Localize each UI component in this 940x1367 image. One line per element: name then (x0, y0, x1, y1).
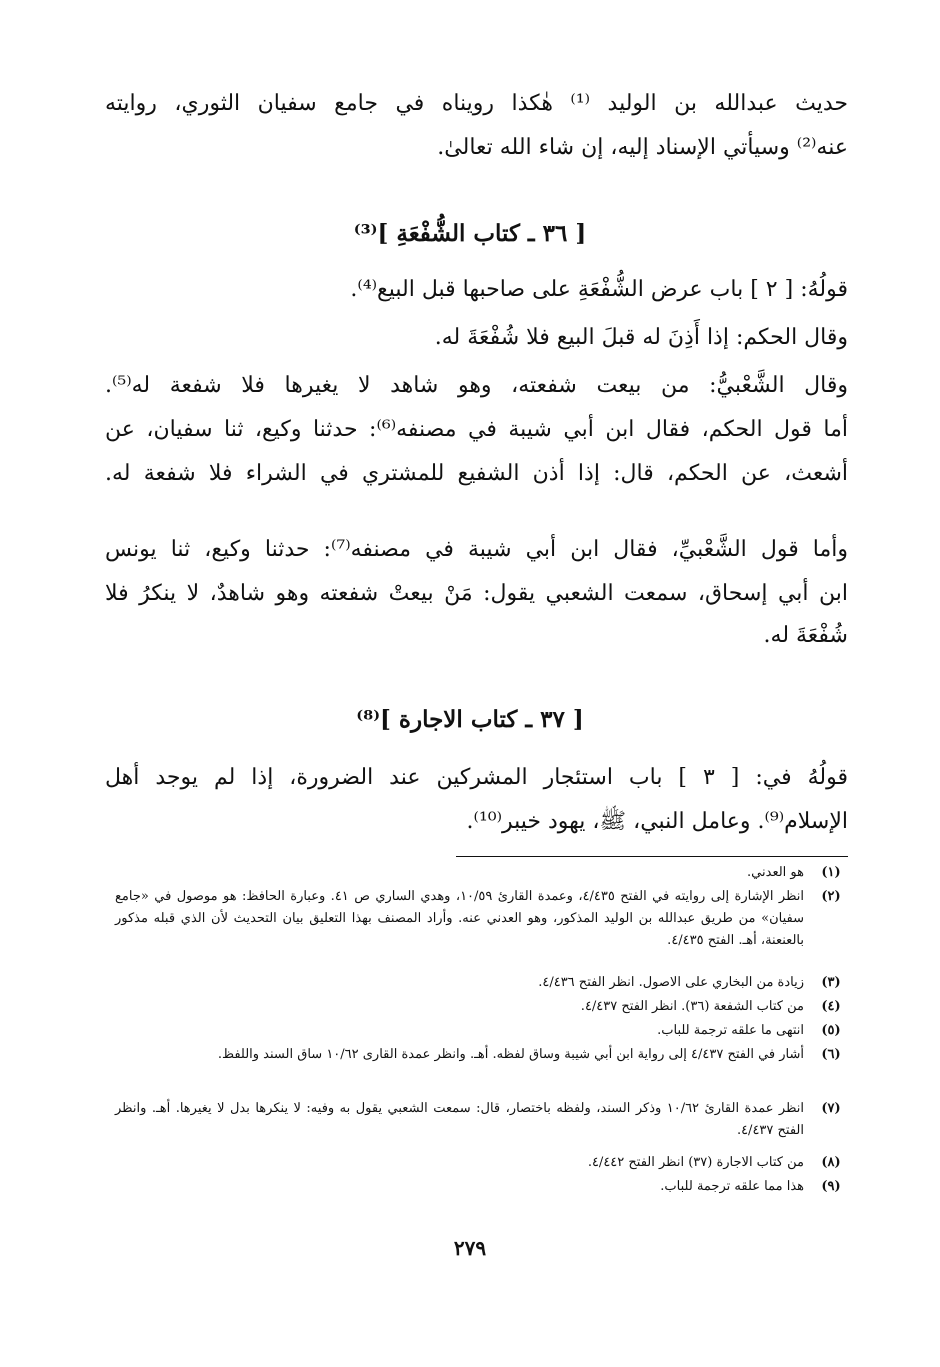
footnote-number: (٢) (821, 889, 841, 904)
footnote-text: انظر الإشارة إلى روايته في الفتح ٤/٤٣٥، وعمدة القارئ ١٠/٥٩، وهدي الساري ص ٤١. وعبارة الحافظ: هو موصول في «جامع سفيان» من طريق عبدالله بن الوليد المذكور، وهو العدني عنه. وأراد المصنف بهذا التعليق بيان التحديث لأن الذي قبله مذكور بالعنعنة، أهـ. الفتح ٤/٤٣٥. (115, 889, 804, 948)
body-line: وقال الحكم: إذا أَذِنَ له قبلَ البيع فلا شُفْعَةَ له. (434, 325, 848, 350)
body-line: عنه⁽²⁾ وسيأتي الإسناد إليه، إن شاء الله تعالىٰ. (437, 135, 848, 160)
body-line: قولُهُ: [ ٢ ] باب عرض الشُّفْعَةِ على صاحبها قبل البيع⁽⁴⁾. (350, 277, 848, 302)
footnote (115, 862, 848, 884)
footnote-number: (٥) (821, 1023, 841, 1038)
body-line: وقال الشَّعْبيُّ: من بيعت شفعته، وهو شاهد لا يغيرها فلا شفعة له⁽⁵⁾. (105, 373, 848, 398)
footnote (115, 972, 848, 994)
footnote-text: هو العدني. (747, 865, 804, 880)
footnote (115, 1098, 848, 1142)
footnote (115, 1176, 848, 1198)
footnote-text: زيادة من البخاري على الاصول. انظر الفتح ٤/٤٣٦. (538, 975, 804, 990)
footnote-text: انتهى ما علقه ترجمة للباب. (657, 1023, 804, 1038)
footnote-text: أشار في الفتح ٤/٤٣٧ إلى رواية ابن أبي شيبة وساق لفظه. أهـ. وانظر عمدة القارى ١٠/٦٢ ساق السند واللفظ. (217, 1047, 804, 1062)
footnote-number: (٦) (821, 1047, 841, 1062)
footnote (115, 886, 848, 952)
page-number: ٢٧٩ (453, 1236, 487, 1260)
footnote (115, 996, 848, 1018)
footnote-number: (٤) (821, 999, 841, 1014)
footnote-number: (١) (821, 865, 841, 880)
footnote-text: من كتاب الاجارة (٣٧) انظر الفتح ٤/٤٤٢. (587, 1155, 804, 1170)
footnote (115, 1020, 848, 1042)
body-line: شُفْعَةَ له. (763, 623, 848, 648)
footnote-separator (456, 856, 848, 857)
footnote-number: (٧) (821, 1101, 841, 1116)
body-line: وأما قول الشَّعْبيِّ، فقال ابن أبي شيبة في مصنفه⁽⁷⁾: حدثنا وكيع، ثنا يونس (105, 537, 848, 562)
body-line: الإسلام⁽⁹⁾. وعامل النبي، ﷺ، يهود خيبر⁽¹⁰⁾. (466, 809, 848, 834)
body-line: قولُهُ في: [ ٣ ] باب استئجار المشركين عند الضرورة، إذا لم يوجد أهل (105, 765, 848, 790)
footnote-text: انظر عمدة القارئ ١٠/٦٢ وذكر السند، ولفظه باختصار، قال: سمعت الشعبي يقول به وفيه: لا ينكرها بدل لا يغيرها. أهـ. وانظر الفتح ٤/٤٣٧. (115, 1101, 805, 1138)
section-heading: [ ٣٦ ـ كتاب الشُّفْعَةِ ]⁽³⁾ (353, 220, 587, 247)
footnote-text: من كتاب الشفعة (٣٦). انظر الفتح ٤/٤٣٧. (580, 999, 804, 1014)
footnote (115, 1044, 848, 1066)
body-line: حديث عبدالله بن الوليد ⁽¹⁾ هٰكذا رويناه في جامع سفيان الثوري، روايته (105, 91, 848, 116)
footnote-number: (٨) (821, 1155, 841, 1170)
body-line: أما قول الحكم، فقال ابن أبي شيبة في مصنفه⁽⁶⁾: حدثنا وكيع، ثنا سفيان، عن (105, 417, 848, 442)
body-line: أشعث، عن الحكم، قال: إذا أذن الشفيع للمشتري في الشراء فلا شفعة له. (105, 461, 848, 486)
footnote-number: (٣) (821, 975, 841, 990)
section-heading: [ ٣٧ ـ كتاب الاجارة ]⁽⁸⁾ (356, 706, 584, 733)
body-line: ابن أبي إسحاق، سمعت الشعبي يقول: مَنْ بيعتْ شفعته وهو شاهدٌ، لا ينكرُ فلا (105, 581, 848, 606)
footnote (115, 1152, 848, 1174)
footnote-text: هذا مما علقه ترجمة للباب. (660, 1179, 804, 1194)
footnote-number: (٩) (821, 1179, 841, 1194)
